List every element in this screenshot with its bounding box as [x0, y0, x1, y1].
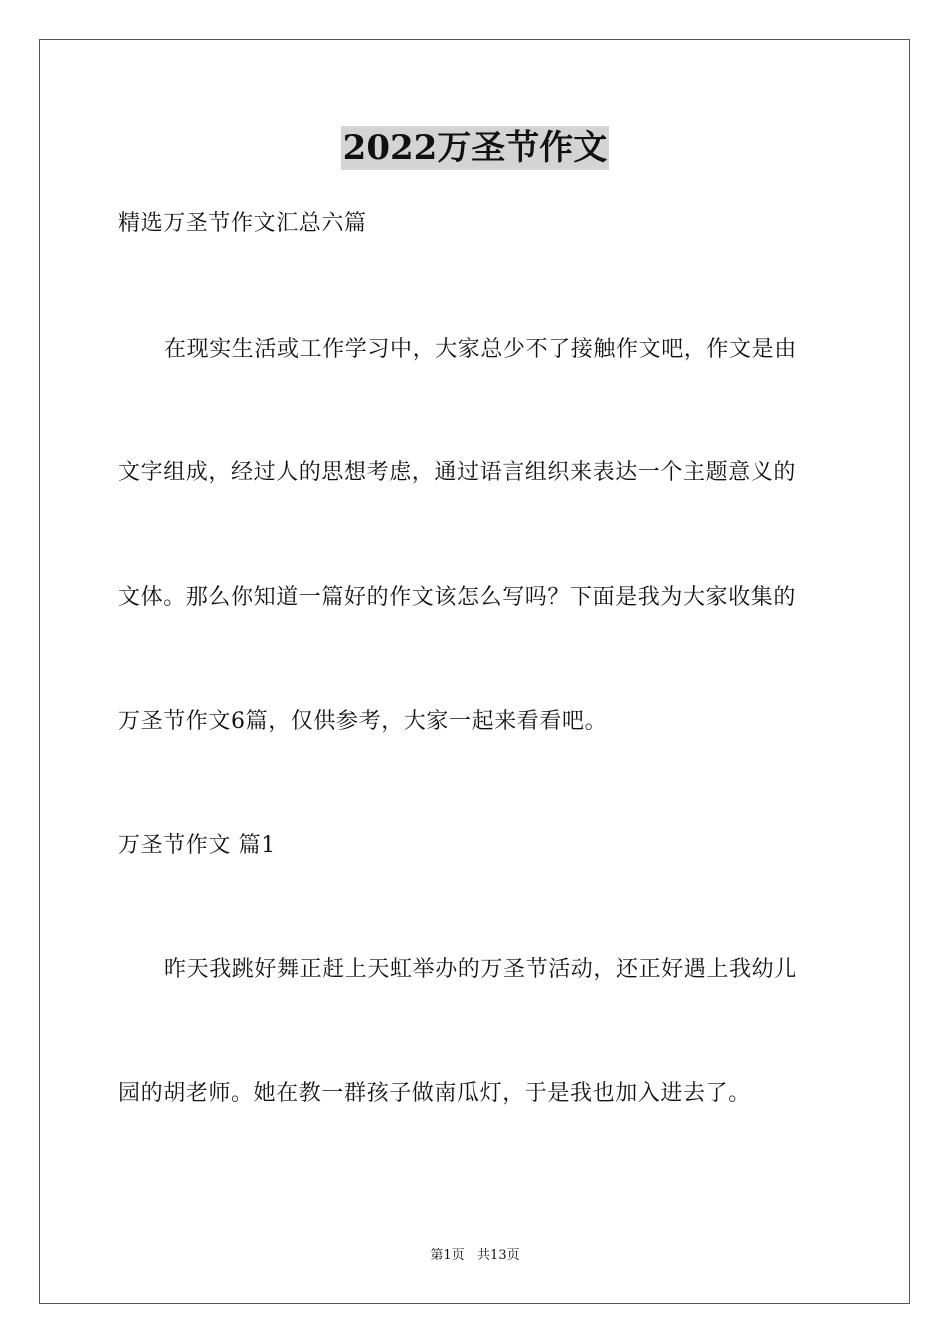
intro-line-4: 万圣节作文6篇，仅供参考，大家一起来看看吧。: [118, 709, 608, 734]
section-line-1: 昨天我跳好舞正赶上天虹举办的万圣节活动，还正好遇上我幼儿: [164, 957, 797, 982]
intro-line-1: 在现实生活或工作学习中，大家总少不了接触作文吧，作文是由: [164, 337, 797, 362]
page-footer: 第1页 共13页: [430, 1248, 520, 1263]
intro-line-2: 文字组成，经过人的思想考虑，通过语言组织来表达一个主题意义的: [118, 460, 797, 485]
intro-line-3: 文体。那么你知道一篇好的作文该怎么写吗？下面是我为大家收集的: [118, 585, 797, 610]
section-line-2: 园的胡老师。她在教一群孩子做南瓜灯，于是我也加入进去了。: [118, 1081, 751, 1106]
document-title: 2022万圣节作文: [342, 128, 608, 168]
document-subtitle: 精选万圣节作文汇总六篇: [118, 211, 367, 236]
title-container: [0, 126, 950, 170]
section-heading: 万圣节作文 篇1: [118, 833, 276, 858]
